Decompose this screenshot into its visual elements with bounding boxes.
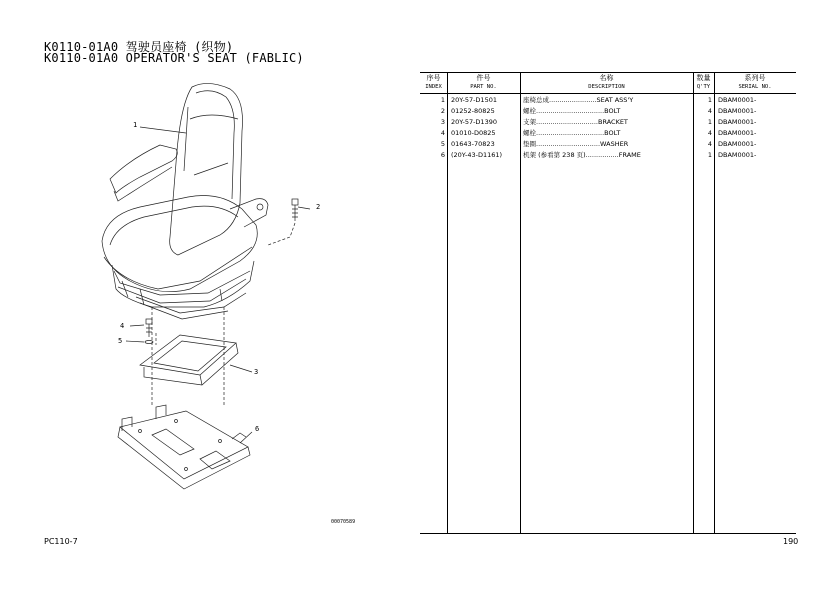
row-description: 螺栓.................................BOLT (523, 129, 621, 137)
row-serial: DBAM0001- (718, 107, 757, 115)
header-part-en: PART NO. (470, 84, 497, 90)
row-qty: 4 (707, 129, 712, 137)
table-row (420, 117, 796, 128)
frame-6 (118, 405, 250, 489)
table-row (420, 139, 796, 150)
row-index: 4 (440, 129, 445, 137)
row-part-no: 20Y-57-D1501 (451, 96, 497, 104)
row-serial: DBAM0001- (718, 140, 757, 148)
table-row (420, 128, 796, 139)
bolt-2-icon (292, 199, 298, 221)
bolt-4-icon (146, 319, 152, 337)
bracket-3 (140, 335, 238, 385)
callout-6: 6 (255, 425, 260, 433)
row-part-no: 20Y-57-D1390 (451, 118, 497, 126)
row-part-no: 01010-D0825 (451, 129, 496, 137)
row-qty: 1 (707, 151, 712, 159)
row-serial: DBAM0001- (718, 118, 757, 126)
row-index: 6 (440, 151, 445, 159)
header-serial-en: SERIAL NO. (738, 84, 772, 90)
row-index: 1 (440, 96, 445, 104)
page-title-chinese: K0110-01A0 驾驶员座椅 (织物) (44, 40, 234, 54)
table-bottom-rule (420, 533, 796, 534)
callout-2: 2 (316, 203, 321, 211)
header-qty-cn: 数量 (696, 74, 711, 82)
header-description (520, 74, 693, 92)
header-serial-cn: 系列号 (744, 74, 766, 82)
footer-page-number: 190 (783, 537, 799, 546)
row-index: 5 (440, 140, 445, 148)
row-description: 螺栓.................................BOLT (523, 107, 621, 115)
header-part-no (447, 74, 520, 92)
row-description: 支架..............................BRACKET (523, 118, 628, 126)
row-part-no: 01643-70823 (451, 140, 495, 148)
table-row (420, 95, 796, 106)
table-header-rule (420, 93, 796, 94)
callout-3: 3 (254, 368, 259, 376)
seat-assembly-drawing (100, 75, 400, 535)
row-part-no: 01252-80825 (451, 107, 495, 115)
row-serial: DBAM0001- (718, 129, 757, 137)
header-qty-en: Q'TY (696, 84, 711, 90)
row-qty: 1 (707, 118, 712, 126)
row-index: 3 (440, 118, 445, 126)
callout-5: 5 (118, 337, 123, 345)
row-qty: 1 (707, 96, 712, 104)
header-desc-cn: 名称 (599, 74, 614, 82)
callout-1: 1 (133, 121, 138, 129)
parts-table (420, 72, 796, 534)
table-row (420, 150, 796, 161)
row-description: 座椅总成.......................SEAT ASS'Y (523, 96, 634, 104)
exploded-parts-diagram (100, 75, 400, 535)
header-index (420, 74, 447, 92)
seat-armrest (110, 145, 177, 193)
row-description: 垫圈...............................WASHER (523, 140, 629, 148)
table-top-rule (420, 72, 796, 73)
row-serial: DBAM0001- (718, 151, 757, 159)
page-title-english: K0110-01A0 OPERATOR'S SEAT (FABLIC) (44, 51, 304, 65)
header-desc-en: DESCRIPTION (588, 84, 625, 90)
row-qty: 4 (707, 107, 712, 115)
row-qty: 4 (707, 140, 712, 148)
footer-model: PC110-7 (44, 537, 78, 546)
row-part-no: (20Y-43-D1161) (451, 151, 503, 159)
drawing-number: 00070589 (331, 519, 356, 525)
header-index-cn: 序号 (426, 74, 441, 82)
header-qty (693, 74, 714, 92)
row-index: 2 (440, 107, 445, 115)
row-serial: DBAM0001- (718, 96, 757, 104)
callout-4: 4 (120, 322, 125, 330)
seat-backrest (170, 83, 243, 255)
header-index-en: INDEX (425, 84, 442, 90)
row-description: 机架 (参看第 238 页)................FRAME (523, 151, 641, 159)
table-row (420, 106, 796, 117)
header-serial (714, 74, 796, 92)
header-part-cn: 件号 (476, 74, 491, 82)
